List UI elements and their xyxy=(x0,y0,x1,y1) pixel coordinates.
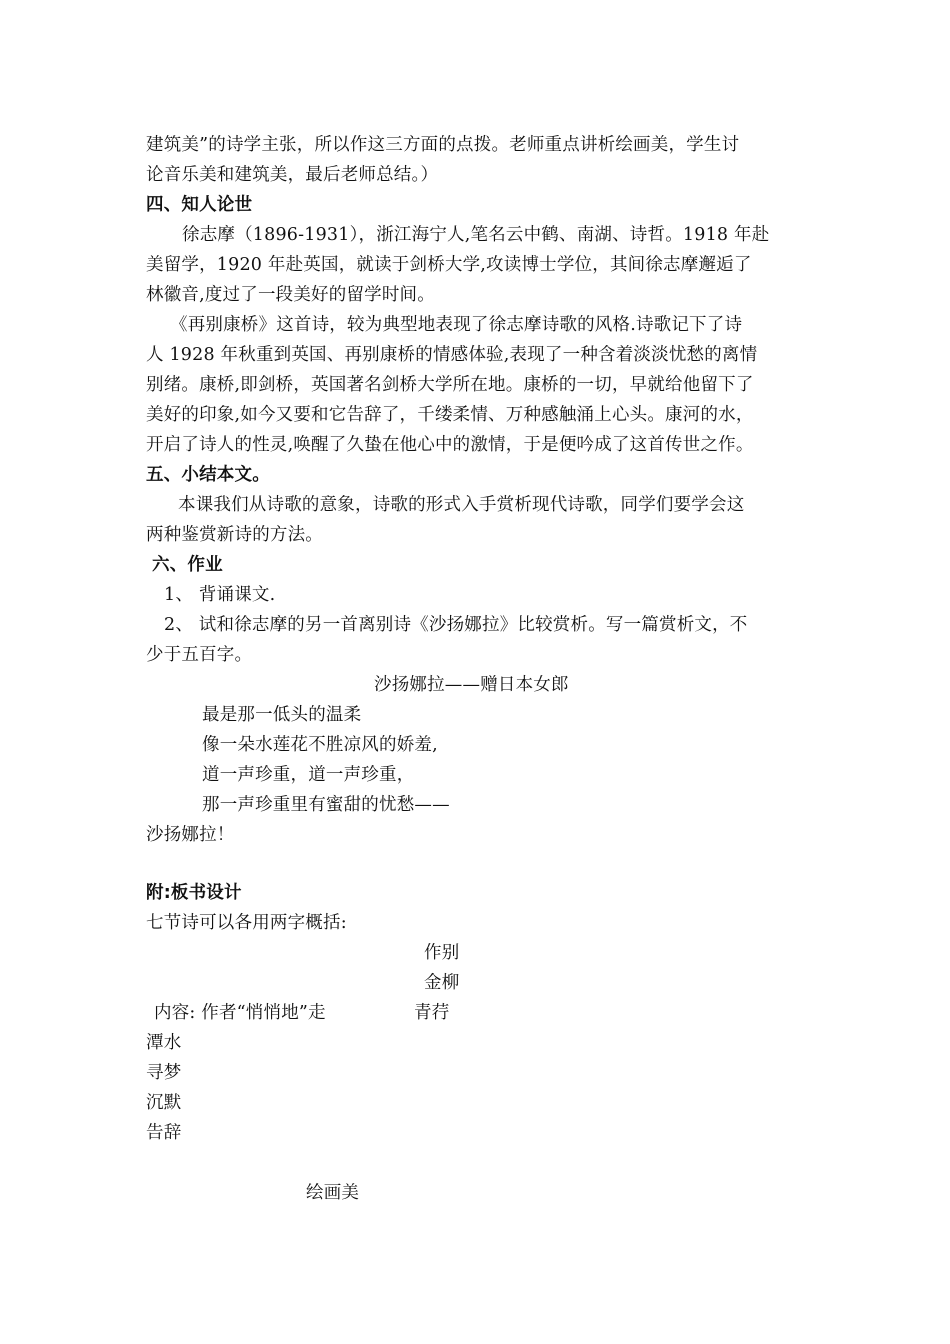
paragraph-line: 两种鉴赏新诗的方法。 xyxy=(146,525,323,545)
paragraph-line: 徐志摩（1896-1931），浙江海宁人,笔名云中鹤、南湖、诗哲。1918 年赴 xyxy=(182,225,770,245)
poem-line: 那一声珍重里有蜜甜的忧愁—— xyxy=(202,795,450,815)
section-heading-5: 五、小结本文。 xyxy=(146,465,270,485)
paragraph-line: 建筑美”的诗学主张，所以作这三方面的点拨。老师重点讲析绘画美，学生讨 xyxy=(146,135,740,155)
poem-line: 道一声珍重，道一声珍重， xyxy=(202,765,415,785)
board-item-tanshui: 潭水 xyxy=(146,1033,182,1053)
board-intro: 七节诗可以各用两字概括: xyxy=(146,913,347,933)
board-item-zuobie: 作别 xyxy=(424,943,460,963)
board-content-label: 内容: 作者“悄悄地”走 xyxy=(154,1003,326,1023)
poem-line: 像一朵水莲花不胜凉风的娇羞, xyxy=(202,735,438,755)
homework-item-1: 1、 背诵课文. xyxy=(164,585,276,605)
poem-line: 沙扬娜拉！ xyxy=(146,825,235,845)
homework-item-2-cont: 少于五百字。 xyxy=(146,645,253,665)
paragraph-line: 美留学，1920 年赴英国，就读于剑桥大学,攻读博士学位，其间徐志摩邂逅了 xyxy=(146,255,752,275)
paragraph-line: 《再别康桥》这首诗，较为典型地表现了徐志摩诗歌的风格.诗歌记下了诗 xyxy=(170,315,743,335)
board-item-xunmeng: 寻梦 xyxy=(146,1063,182,1083)
section-heading-4: 四、知人论世 xyxy=(146,195,253,215)
poem-line: 最是那一低头的温柔 xyxy=(202,705,362,725)
board-item-gaoci: 告辞 xyxy=(146,1123,182,1143)
paragraph-line: 论音乐美和建筑美，最后老师总结。） xyxy=(146,165,439,185)
paragraph-line: 别绪。康桥,即剑桥，英国著名剑桥大学所在地。康桥的一切，早就给他留下了 xyxy=(146,375,754,395)
homework-item-2: 2、 试和徐志摩的另一首离别诗《沙扬娜拉》比较赏析。写一篇赏析文，不 xyxy=(164,615,748,635)
board-item-qingxing: 青荇 xyxy=(414,1003,450,1023)
paragraph-line: 开启了诗人的性灵,唤醒了久蛰在他心中的激情，于是便吟成了这首传世之作。 xyxy=(146,435,754,455)
paragraph-line: 本课我们从诗歌的意象，诗歌的形式入手赏析现代诗歌，同学们要学会这 xyxy=(178,495,745,515)
section-heading-6: 六、作业 xyxy=(152,555,223,575)
board-item-chenmo: 沉默 xyxy=(146,1093,182,1113)
paragraph-line: 美好的印象,如今又要和它告辞了，千缕柔情、万种感触涌上心头。康河的水， xyxy=(146,405,754,425)
board-item-huihuamei: 绘画美 xyxy=(306,1183,360,1203)
paragraph-line: 林徽音,度过了一段美好的留学时间。 xyxy=(146,285,435,305)
board-design-heading: 附:板书设计 xyxy=(146,883,242,903)
board-item-jinliu: 金柳 xyxy=(424,973,460,993)
paragraph-line: 人 1928 年秋重到英国、再别康桥的情感体验,表现了一种含着淡淡忧愁的离情 xyxy=(146,345,758,365)
poem-title: 沙扬娜拉——赠日本女郎 xyxy=(374,675,569,695)
